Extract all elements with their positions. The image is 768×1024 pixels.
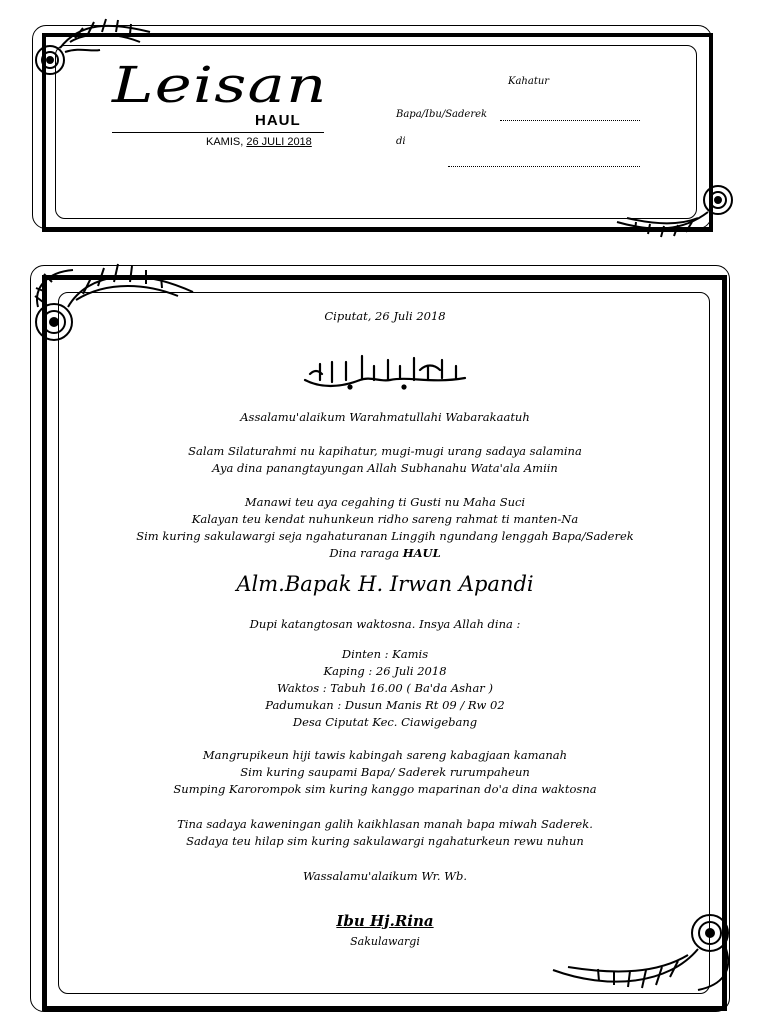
- paragraph-2-line: [100, 545, 670, 562]
- header-date: [206, 136, 312, 148]
- header-date-prefix: KAMIS,: [206, 136, 244, 148]
- paragraph-3: [100, 747, 670, 798]
- paragraph-1: [100, 443, 670, 477]
- detail-time: Waktos : Tabuh 16.00 ( Ba'da Ashar ): [277, 681, 493, 695]
- address-recipient: Bapa/Ibu/Saderek: [396, 109, 488, 120]
- signer-name-text: Ibu Hj.Rina: [336, 912, 434, 930]
- header-date-value: 26 JULI 2018: [246, 136, 312, 148]
- signer-name: [100, 912, 670, 930]
- recipient-blank-line: [500, 120, 640, 121]
- address-kahatur: Kahatur: [508, 76, 550, 87]
- time-intro: Dupi katangtosan waktosna. Insya Allah dina :: [249, 617, 521, 631]
- paragraph-1-line: Salam Silaturahmi nu kapihatur, mugi-mugi urang sadaya salamina: [188, 444, 582, 458]
- haul-word: HAUL: [402, 546, 441, 560]
- paragraph-2: [100, 494, 670, 562]
- letter-frame-inner: [58, 292, 710, 994]
- closing-greeting: Wassalamu'alaikum Wr. Wb.: [302, 869, 468, 883]
- paragraph-4: [100, 816, 670, 850]
- place-date: Ciputat, 26 Juli 2018: [324, 309, 446, 323]
- paragraph-1-line: Aya dina panangtayungan Allah Subhanahu Wata'ala Amiin: [212, 461, 558, 475]
- event-details: [100, 646, 670, 731]
- paragraph-2-line: Kalayan teu kendat nuhunkeun ridho sareng rahmat ti manten-Na: [191, 512, 579, 526]
- signer-role: Sakulawargi: [350, 935, 420, 948]
- ornament-scroll-icon: [612, 180, 742, 240]
- address-blank-line: [448, 166, 640, 167]
- greeting: Assalamu'alaikum Warahmatullahi Wabarakaatuh: [240, 410, 530, 424]
- detail-date: Kaping : 26 Juli 2018: [323, 664, 447, 678]
- detail-venue: Padumukan : Dusun Manis Rt 09 / Rw 02: [265, 698, 505, 712]
- title-underline: [112, 132, 324, 133]
- invitation-title: Leisan: [112, 56, 328, 114]
- detail-day: Dinten : Kamis: [341, 647, 429, 661]
- ornament-scroll-icon: [28, 252, 198, 347]
- paragraph-3-line: Sumping Karorompok sim kuring kanggo maparinan do'a dina waktosna: [173, 782, 597, 796]
- haul-prefix: Dina raraga: [329, 546, 400, 560]
- detail-village: Desa Ciputat Kec. Ciawigebang: [292, 715, 478, 729]
- deceased-name: Alm.Bapak H. Irwan Apandi: [236, 572, 534, 596]
- paragraph-4-line: Tina sadaya kaweningan galih kaikhlasan manah bapa miwah Saderek.: [177, 817, 593, 831]
- paragraph-3-line: Sim kuring saupami Bapa/ Saderek rurumpaheun: [240, 765, 530, 779]
- paragraph-2-line: Sim kuring sakulawargi seja ngahaturanan Linggih ngundang lenggah Bapa/Saderek: [136, 529, 634, 543]
- address-di: di: [396, 136, 406, 147]
- paragraph-4-line: Sadaya teu hilap sim kuring sakulawargi ngahaturkeun rewu nuhun: [186, 834, 584, 848]
- paragraph-2-line: Manawi teu aya cegahing ti Gusti nu Maha Suci: [244, 495, 526, 509]
- paragraph-3-line: Mangrupikeun hiji tawis kabingah sareng kabagjaan kamanah: [202, 748, 568, 762]
- bismillah-calligraphy-icon: [300, 352, 470, 392]
- invitation-subtitle: HAUL: [255, 112, 301, 129]
